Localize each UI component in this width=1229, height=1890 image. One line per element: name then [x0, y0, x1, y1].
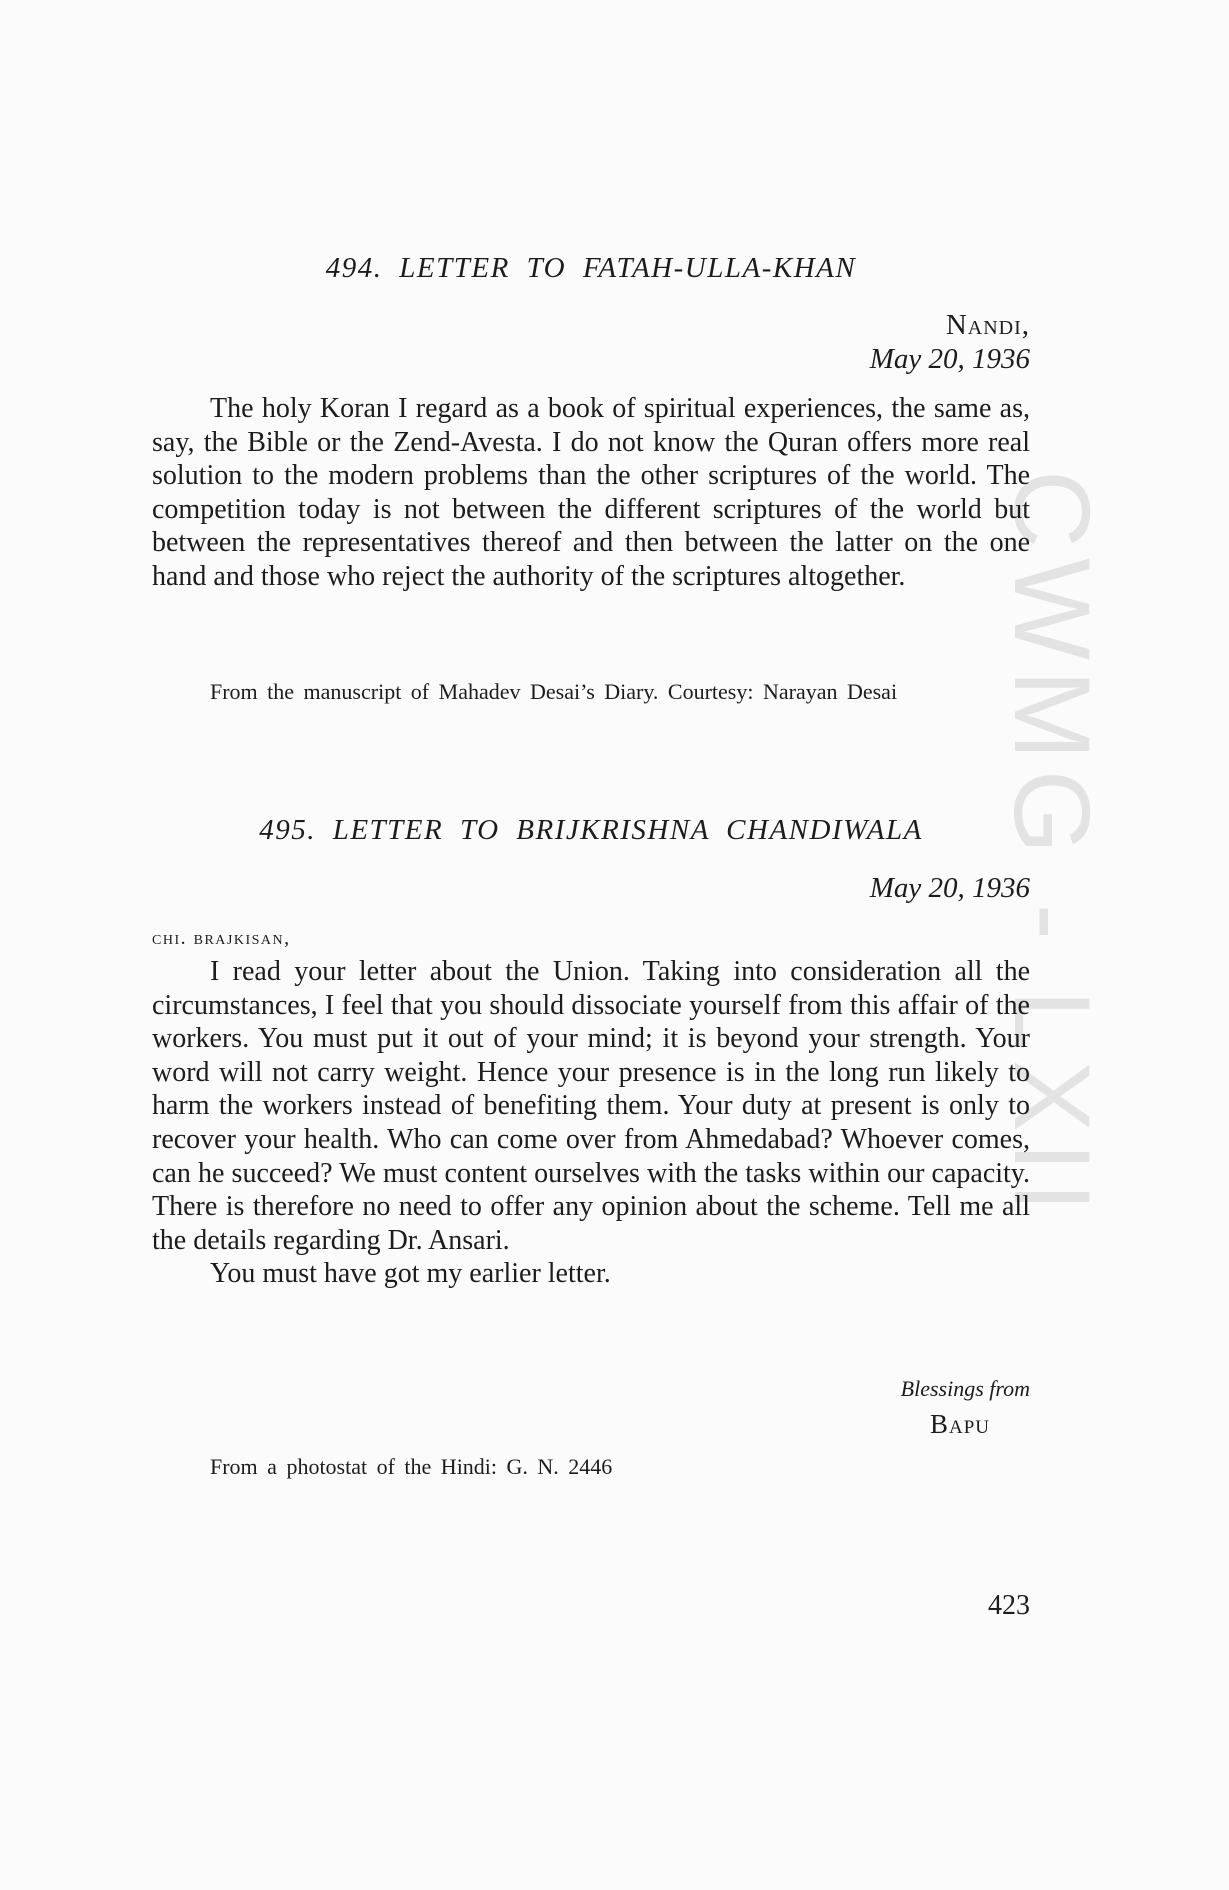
blessings-from: Blessings from	[900, 1376, 1030, 1401]
letter-1-body	[152, 392, 1030, 594]
letter-2-source-note: From a photostat of the Hindi: G. N. 2446	[210, 1454, 613, 1479]
letter-2-salutation: chi. brajkisan,	[152, 927, 291, 949]
letter-1-place: Nandi,	[945, 309, 1030, 341]
letter-1-source-note: From the manuscript of Mahadev Desai’s Diary. Courtesy: Narayan Desai	[210, 679, 898, 704]
page-number: 423	[988, 1590, 1030, 1621]
letter-2-closing	[901, 1374, 1030, 1444]
letter-2-paragraph: You must have got my earlier letter.	[210, 1258, 611, 1290]
letter-1-heading: 494. LETTER TO FATAH-ULLA-KHAN	[325, 252, 857, 284]
watermark-text: CWMG - LXII	[992, 470, 1113, 1222]
letter-1-paragraph: The holy Koran I regard as a book of spiritual experiences, the same as, say, the Bible or the Zend-Avesta. I do not know the Quran offers more real solution to the modern problems than the other scriptures of the world. The competition today is not between the different scriptures of the world but between the representatives thereof and then between the latter on the one hand and those who reject the authority of the scriptures altogether.	[152, 393, 1030, 592]
signature: Bapu	[929, 1409, 990, 1439]
letter-2-date: May 20, 1936	[869, 872, 1030, 904]
letter-1-date: May 20, 1936	[869, 343, 1030, 375]
letter-2-heading: 495. LETTER TO BRIJKRISHNA CHANDIWALA	[259, 814, 923, 846]
letter-2-body	[152, 955, 1030, 1291]
letter-2-paragraph: I read your letter about the Union. Taking into consideration all the circumstances, I feel that you should dissociate yourself from this affair of the workers. You must put it out of your mind; it is beyond your strength. Your word will not carry weight. Hence your presence is in the long run likely to harm the workers instead of benefiting them. Your duty at present is only to recover your health. Who can come over from Ahmedabad? Whoever comes, can he succeed? We must content ourselves with the tasks within our capacity. There is therefore no need to offer any opinion about the scheme. Tell me all the details regarding Dr. Ansari.	[152, 956, 1030, 1256]
